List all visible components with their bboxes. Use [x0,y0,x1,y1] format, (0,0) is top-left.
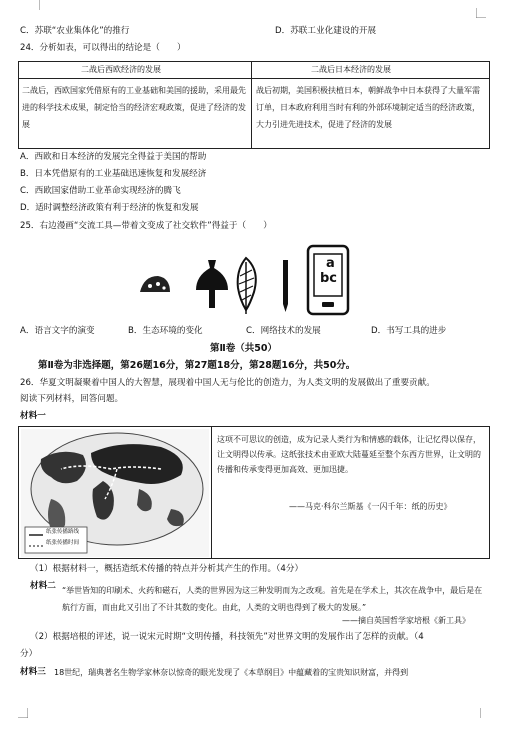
q25-option-a: A．语言文字的演变 [20,326,95,336]
q26-stem-line2: 阅读下列材料，回答问题。 [20,394,124,404]
map-legend-time: 纸张传播时间 [46,540,80,546]
corner-mark-top-right [476,8,486,18]
material1-quote: 这项不可思议的创造，成为记录人类行为和情感的载体，让记忆得以保存，让文明得以传承。这纸张技术由亚欧大陆蔓延至整个东西方世界，让文明的传播和传承变得更加高效、更加迅捷。 [217,435,481,474]
q24-table-body-left: 二战后，西欧国家凭借原有的工业基础和美国的援助，采用最先进的科学技术成果，制定恰当的经济宏观政策，促进了经济的发展 [22,86,246,129]
q24-table-header-right: 二战后日本经济的发展 [311,65,391,74]
material1-box [18,426,490,559]
section2-instructions: 第Ⅱ卷为非选择题，第26题16分，第27题18分，第28题16分，共50分。 [38,360,356,371]
material2-source: ——摘自英国哲学家培根《新工具》 [342,616,470,625]
q26-sub1: （1）根据材料一，概括造纸术传播的特点并分析其产生的作用。（4分） [30,564,304,574]
material2-label: 材料二 [30,581,56,591]
q24-option-c: C．西欧国家借助工业革命实现经济的腾飞 [20,186,181,196]
section2-title: 第Ⅱ卷（共50） [210,343,277,354]
q25-option-b: B．生态环境的变化 [128,326,203,336]
q24-table-header-left: 二战后西欧经济的发展 [81,65,161,74]
corner-mark-top-left [30,0,40,10]
corner-mark-bottom-left [18,708,28,718]
q23-option-d: D．苏联工业化建设的开展 [275,26,377,36]
q23-option-c: C．苏联“农业集体化”的推行 [20,26,130,36]
corner-mark-bottom-right [480,708,490,718]
bronze-bell-icon [196,260,228,308]
material3-text: 18世纪，瑞典著名生物学家林奈以惊奇的眼光发现了《本草纲目》中蕴藏着的宝贵知识财富，并得到 [54,668,409,677]
material1-label: 材料一 [20,411,46,421]
q24-option-b: B．日本凭借原有的工业基础迅速恢复和发展经济 [20,169,207,179]
pen-icon [283,260,288,312]
q26-sub2-line1: （2）根据培根的评述，说一说宋元时期“文明传播，科技领先”对世界文明的发展作出了怎样的贡献。（4 [30,632,424,642]
material1-quote-source: ——马克·科尔兰斯基《一闪千年：纸的历史》 [289,502,452,511]
q25-option-c: C．网络技术的发展 [246,326,321,336]
shell-icon [140,276,170,292]
q25-option-d: D．书写工具的进步 [371,326,447,336]
q24-table-body-right: 战后初期，美国积极扶植日本，朝鲜战争中日本获得了大量军需订单，日本政府利用当时有利的外部环境制定适当的经济政策，大力引进先进技术，促进了经济的发展 [256,86,480,129]
q24-option-a: A．西欧和日本经济的发展完全得益于美国的帮助 [20,152,207,162]
phone-screen-letters-bc: bc [320,271,338,286]
q26-sub2-line2: 分） [20,649,38,659]
feather-icon [238,258,256,314]
phone-screen-letter-a: a [326,256,335,271]
papermaking-spread-map [21,429,209,557]
q24-table [18,61,490,149]
q26-stem-line1: 26．华夏文明凝聚着中国人的大智慧，展现着中国人无与伦比的创造力，为人类文明的发展做出了重要贡献。 [20,378,435,388]
material3-label: 材料三 [20,667,46,677]
q25-stem: 25．右边漫画“交流工具—带着文变成了社交软件”得益于（ ） [20,221,272,231]
q24-stem: 24．分析如表，可以得出的结论是（ ） [20,43,186,53]
map-legend-route: 纸张传播路线 [46,529,80,535]
q24-option-d: D．适时调整经济政策有利于经济的恢复和发展 [20,203,199,213]
material2-text: “举世皆知的印刷术、火药和磁石，人类的世界因为这三种发明而为之改观。首先是在学术上，其次在战争中，最后是在航行方面，而由此又引出了不计其数的变化。由此，人类的文明也得到了极大的发展。” [62,586,483,612]
